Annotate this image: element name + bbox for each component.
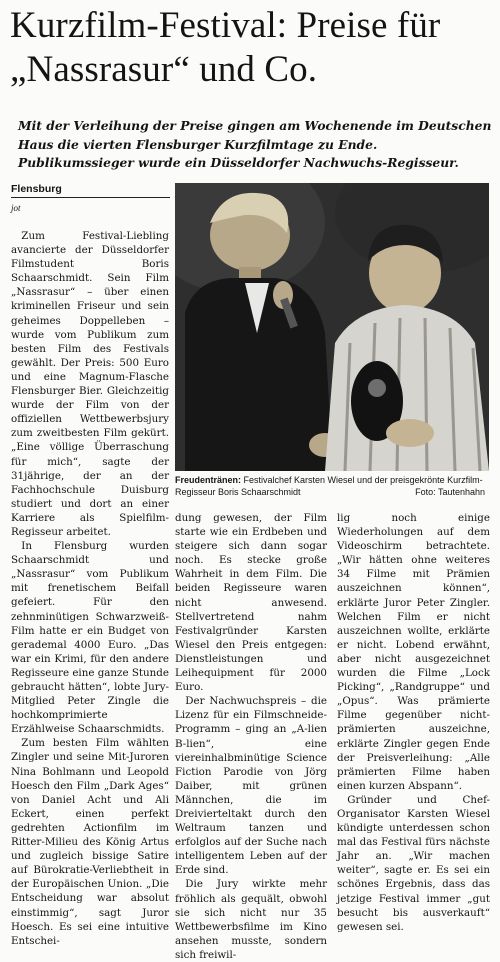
headline: Kurzfilm-Festival: Preise für „Nassrasur“ und Co.	[10, 5, 441, 90]
paragraph: Gründer und Chef-Organisator Karsten Wiesel kündigte unterdessen schon mal das Festival fürs nächste Jahr an. „Wir machen weiter“, sagte er. Es sei ein schönes Ergebnis, dass das jetzige Festival immer „gut besucht bis ausverkauft“ gewesen sei.	[337, 793, 490, 933]
article-column-3	[337, 511, 490, 934]
caption-label: Freudentränen:	[175, 475, 242, 485]
article-column-2	[175, 511, 327, 962]
author-initials: jot	[11, 203, 21, 213]
article-column-1	[11, 229, 169, 948]
photo-caption	[175, 474, 489, 498]
dateline-rule	[11, 197, 170, 198]
paragraph: Die Jury wirkte mehr fröhlich als gequält, obwohl sie sich nicht nur 35 Wettbewerbsfilme im Kino ansehen musste, sondern sich freiwil-	[175, 878, 327, 961]
article-photo	[175, 183, 489, 471]
paragraph: Zum Festival-Liebling avancierte der Düsseldorfer Filmstudent Boris Schaarschmidt. Sein Film „Nassrasur“ – über einen kriminellen Friseur und sein geheimes Doppelleben – wurde vom Publikum zum besten Film des Festivals gewählt. Der Preis: 500 Euro und eine Magnum-Flasche Flensburger Bier. Gleichzeitig wurde der Film von der offiziellen Wettbewerbsjury zum zweitbesten Film gekürt. „Eine völlige Überraschung für mich“, sagte der 31jährige, der an der Fachhochschule Duisburg studiert und dort an einer Karriere als Spielfilm-Regisseur arbeitet.	[11, 230, 169, 538]
paragraph: dung gewesen, der Film starte wie ein Erdbeben und steigere sich dann sogar noch. Es stecke große Wahrheit in dem Film. Die beiden Regisseure waren nicht anwesend. Stellvertretend nahm Festivalgründer Karsten Wiesel den Preis entgegen: Dienstleistungen und Leihequipment für 2000 Euro.	[175, 512, 327, 694]
dateline: Flensburg	[11, 183, 62, 195]
paragraph: Zum besten Film wählten Zingler und seine Mit-Juroren Nina Bohlmann und Leopold Hoesch den Film „Dark Ages“ von Daniel Acht und Ali Eckert, einen perfekt gedrehten Actionfilm im Ritter-Milieu des König Artus und zugleich bissige Satire auf Bürokratie-Verliebtheit in der Europäischen Union. „Die Entscheidung war absolut einstimmig“, sagt Juror Hoesch. Es sei eine intuitive Entschei-	[11, 737, 169, 947]
photo-illustration	[175, 183, 489, 471]
caption-text: Festivalchef Karsten Wiesel und der preisgekrönte Kurzfilm-Regisseur Boris Schaarschmidt	[175, 475, 483, 497]
teaser: Mit der Verleihung der Preise gingen am Wochenende im Deutschen Haus die vierten Flensburger Kurzfilmtage zu Ende. Publikumssieger wurde ein Düsseldorfer Nachwuchs-Regisseur.	[18, 118, 492, 170]
photo-credit: Foto: Tautenhahn	[415, 487, 485, 497]
paragraph: lig noch einige Wiederholungen auf dem Videoschirm betrachtete. „Wir hätten ohne weiteres 34 Filme mit Prämien auszeichnen können“, erklärte Juror Peter Zingler. Welchen Film er nicht auszeichnen wollte, erklärte er nicht. Lobend erwähnt, aber nicht ausgezeichnet wurden die Filme „Lock Picking“, „Randgruppe“ und „Opus“. Was prämierte Filme gegenüber nicht-prämierten auszeichne, erklärte Zingler gegen Ende der Preisverleihung: „Alle prämierten Filme haben einen kurzen Abspann“.	[337, 512, 490, 792]
paragraph: Der Nachwuchspreis – die Lizenz für ein Filmschneide-Programm – ging an „A-lien B-lien“, eine viereinhalbminütige Science Fiction Parodie von Jörg Daiber, mit grünen Männchen, die im Dreivierteltakt durch den Weltraum tanzen und erfolglos auf der Suche nach intelligentem Leben auf der Erde sind.	[175, 695, 327, 877]
paragraph: In Flensburg wurden Schaarschmidt und „Nassrasur“ vom Publikum mit frenetischem Beifall gefeiert. Für den zehnminütigen Schwarzweiß-Film hatte er ein Budget von gerademal 4000 Euro. „Das war ein Krimi, für den andere Regisseure eine ganze Stunde gebraucht hätten“, lobte Jury-Mitglied Peter Zingle die hochkomprimierte Erzählweise Schaarschmidts.	[11, 540, 169, 736]
